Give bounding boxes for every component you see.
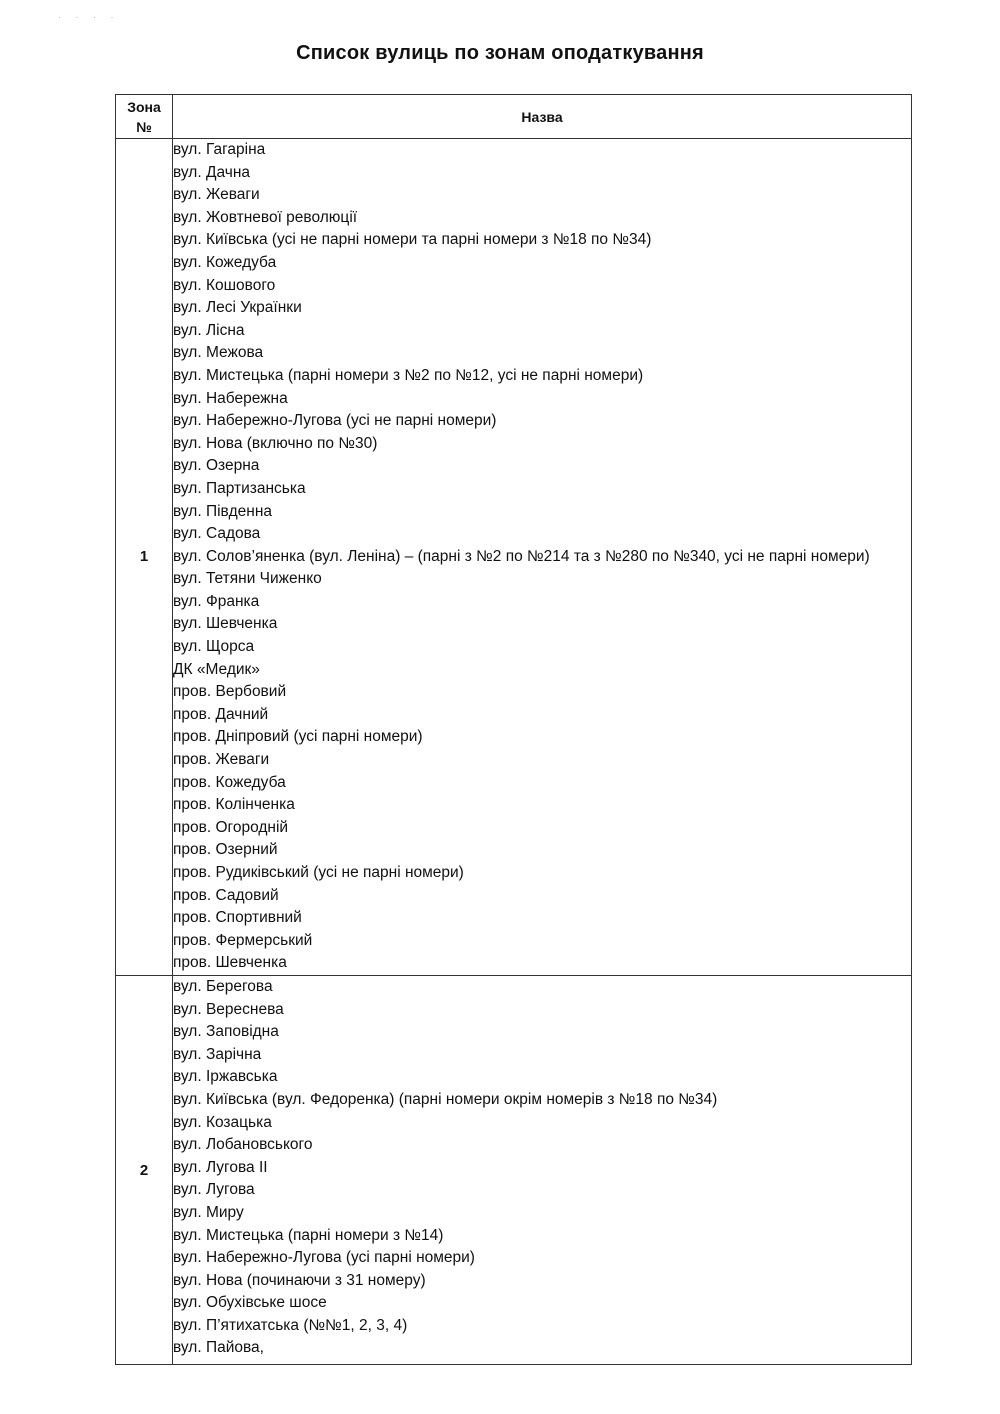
zone-row-1 <box>116 139 912 976</box>
street-item: вул. Зарічна <box>173 1045 262 1063</box>
street-item: вул. Шевченка <box>173 615 278 633</box>
street-item: вул. Набережно-Лугова (усі парні номери) <box>173 1249 475 1267</box>
street-item: вул. Лесі Українки <box>173 299 302 317</box>
street-item: вул. Набережно-Лугова (усі не парні номери) <box>173 412 497 430</box>
zone-streets-cell <box>173 975 912 1364</box>
street-item: пров. Огородній <box>173 818 289 836</box>
zone-row-2 <box>116 975 912 1364</box>
street-item: пров. Спортивний <box>173 909 302 927</box>
header-name: Назва <box>173 95 912 139</box>
street-item: вул. Мистецька (парні номери з №14) <box>173 1226 444 1244</box>
street-item: вул. Щорса <box>173 638 255 656</box>
header-zone <box>116 95 173 139</box>
street-item: пров. Вербовий <box>173 683 287 701</box>
street-item: вул. Межова <box>173 344 264 362</box>
street-item: вул. Кожедуба <box>173 253 277 271</box>
street-item: вул. Гагаріна <box>173 141 266 158</box>
street-item: пров. Дніпровий (усі парні номери) <box>173 728 423 746</box>
zone-number: 1 <box>116 139 173 976</box>
page-title: Список вулиць по зонам оподаткування <box>296 42 704 64</box>
street-item: вул. Київська (вул. Федоренка) (парні номери окрім номерів з №18 по №34) <box>173 1090 718 1108</box>
street-item: вул. Садова <box>173 525 261 543</box>
street-item: вул. Озерна <box>173 457 260 475</box>
table-header-row <box>116 95 912 139</box>
street-item: вул. Лугова <box>173 1181 255 1199</box>
street-item: вул. Південна <box>173 502 273 520</box>
street-item: вул. Партизанська <box>173 479 306 497</box>
street-item: вул. П’ятихатська (№№1, 2, 3, 4) <box>173 1316 408 1334</box>
street-item: вул. Нова (включно по №30) <box>173 434 378 452</box>
street-item: вул. Київська (усі не парні номери та парні номери з №18 по №34) <box>173 231 652 249</box>
street-item: вул. Мистецька (парні номери з №2 по №12, усі не парні номери) <box>173 366 644 384</box>
street-list <box>173 139 911 975</box>
street-item: вул. Обухівське шосе <box>173 1294 327 1312</box>
street-item: вул. Солов’яненка (вул. Леніна) – (парні з №2 по №214 та з №280 по №340, усі не парні номери) <box>173 547 870 565</box>
street-item: вул. Нова (починаючи з 31 номеру) <box>173 1271 426 1289</box>
street-item: вул. Пайова, <box>173 1339 264 1357</box>
street-item: пров. Кожедуба <box>173 773 286 791</box>
street-item: вул. Жовтневої революції <box>173 208 358 226</box>
zone-number: 2 <box>116 975 173 1364</box>
street-item: ДК «Медик» <box>173 660 260 678</box>
street-item: вул. Заповідна <box>173 1023 279 1041</box>
street-item: пров. Дачний <box>173 705 269 723</box>
street-item: вул. Тетяни Чиженко <box>173 570 322 588</box>
street-list <box>173 976 911 1360</box>
street-item: вул. Козацька <box>173 1113 272 1131</box>
street-item: пров. Фермерський <box>173 931 313 949</box>
street-item: вул. Вереснева <box>173 1000 284 1018</box>
street-item: вул. Кошового <box>173 276 276 294</box>
street-item: пров. Жеваги <box>173 751 270 769</box>
street-item: пров. Рудиківський (усі не парні номери) <box>173 864 464 881</box>
street-item: вул. Лугова ІІ <box>173 1158 268 1176</box>
zones-table <box>115 94 912 1365</box>
street-item: пров. Шевченка <box>173 954 287 972</box>
street-item: вул. Лобановського <box>173 1136 313 1154</box>
street-item: пров. Колінченка <box>173 796 295 814</box>
street-item: вул. Набережна <box>173 389 288 407</box>
street-item: пров. Садовий <box>173 886 279 904</box>
street-item: вул. Дачна <box>173 163 250 181</box>
street-item: вул. Лісна <box>173 321 245 339</box>
header-zone-line-1: Зона <box>127 98 161 115</box>
zone-streets-cell <box>173 139 912 976</box>
street-item: вул. Миру <box>173 1203 244 1221</box>
street-item: вул. Жеваги <box>173 186 260 204</box>
scan-artifact: · · · · <box>58 12 120 22</box>
street-item: пров. Озерний <box>173 841 278 859</box>
street-item: вул. Берегова <box>173 977 273 995</box>
street-item: вул. Франка <box>173 592 260 610</box>
header-zone-line-2: № <box>136 118 152 135</box>
street-item: вул. Іржавська <box>173 1068 278 1086</box>
